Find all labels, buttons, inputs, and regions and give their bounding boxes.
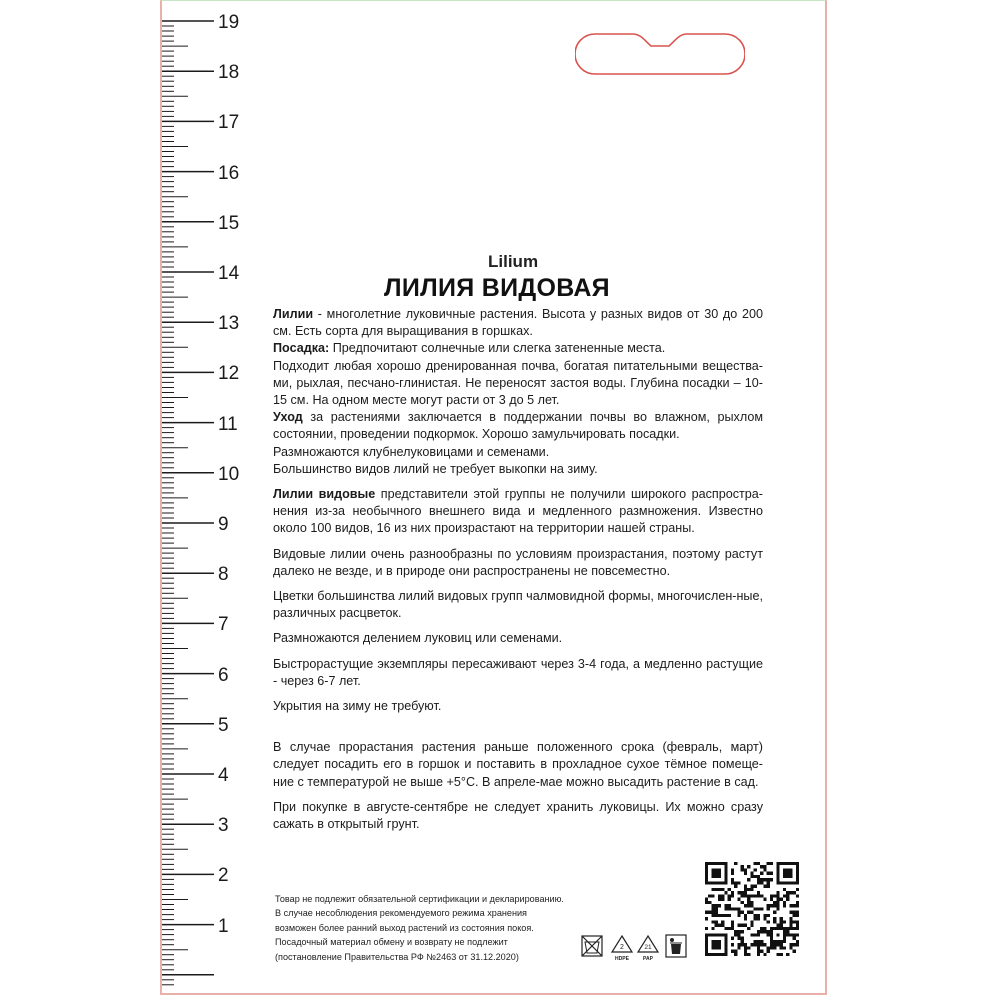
recycle-hdpe-icon [612, 936, 632, 962]
ruler-ticks [162, 1, 232, 996]
paragraph-flowers: Цветки большинства лилий видовых групп чалмовидной формы, многочислен-ные, различных расцветок. [273, 589, 763, 621]
paragraph-division: Размножаются делением луковиц или семенами. [273, 631, 563, 646]
no-wash-icon [582, 936, 602, 956]
qr-code-icon[interactable] [705, 862, 799, 956]
ruler-number: 7 [218, 614, 229, 636]
product-title: ЛИЛИЯ ВИДОВАЯ [384, 274, 610, 302]
ruler-number: 3 [218, 815, 229, 837]
packaging-icons [580, 932, 690, 962]
footer-line: возможен более ранний выход растений из состояния покоя. [275, 922, 534, 933]
svg-text:2: 2 [620, 944, 624, 951]
paragraph-transplant: Быстрорастущие экземпляры пересаживают через 3-4 года, а медленно растущие - через 6-7 лет. [273, 656, 763, 688]
measuring-ruler [162, 1, 240, 996]
ruler-number: 11 [218, 413, 238, 435]
hang-hole-icon [575, 29, 745, 79]
paragraph-winter: Большинство видов лилий не требует выкопки на зиму. [273, 461, 598, 476]
paragraph-conditions: Видовые лилии очень разнообразны по условиям произрастания, поэтому растут далеко не везде, и в природе они распространены не повсеместно. [273, 546, 763, 578]
ruler-number: 1 [218, 915, 229, 937]
paragraph-propagation: Размножаются клубнелуковицами и семенами. [273, 444, 550, 459]
recycle-pap-icon [638, 936, 658, 962]
ruler-number: 8 [218, 564, 229, 586]
ruler-number: 5 [218, 714, 229, 736]
svg-text:PAP: PAP [643, 956, 653, 962]
ruler-number: 10 [218, 463, 240, 485]
description-text [273, 306, 763, 833]
ruler-number: 13 [218, 313, 240, 335]
ruler-number: 19 [218, 12, 240, 33]
svg-text:21: 21 [644, 944, 652, 951]
ruler-number: 6 [218, 664, 229, 686]
paragraph-care: Уход за растениями заключается в поддержании почвы во влажном, рыхлом состоянии, проведении подкормок. Хорошо замульчировать посадки. [273, 410, 763, 442]
legal-footer [275, 892, 575, 964]
ruler-number: 17 [218, 112, 240, 134]
ruler-number: 4 [218, 765, 229, 786]
trash-bin-icon [666, 935, 686, 957]
paragraph-cover: Укрытия на зиму не требуют. [273, 699, 442, 714]
ruler-number: 18 [218, 62, 240, 84]
paragraph-planting: Посадка: Предпочитают солнечные или слегка затененные места. [273, 341, 666, 356]
paragraph-soil: Подходит любая хорошо дренированная почва, богатая питательными вещества-ми, рыхлая, песчано-глинистая. Не переносят застоя воды. Глубина посадки – 10-15 см. На одном месте могут расти от 3 до 5 лет. [273, 358, 763, 408]
paragraph-lilies: Лилии - многолетние луковичные растения. Высота у разных видов от 30 до 200 см. Есть сорта для выращивания в горшках. [273, 307, 763, 339]
footer-line: Товар не подлежит обязательной сертификации и декларированию. [275, 894, 564, 904]
paragraph-storage: При покупке в августе-сентябре не следует хранить луковицы. Их можно сразу сажать в открытый грунт. [273, 799, 763, 832]
latin-name: Lilium [488, 252, 539, 271]
ruler-number: 16 [218, 162, 240, 184]
paragraph-sprouting: В случае прорастания растения раньше положенного срока (февраль, март) следует посадить его в горшок и поставить в прохладное сухое тёмное помеще-ние с температурой не выше +5°С. В апреле-мае можно высадить растение в сад. [273, 740, 763, 789]
paragraph-species: Лилии видовые представители этой группы не получили широкого распростра-нения из-за необычного внешнего вида и медленного размножения. Известно около 100 видов, 16 из них произрастают на территории нашей страны. [273, 487, 763, 536]
svg-text:HDPE: HDPE [615, 956, 629, 962]
footer-line: (постановление Правительства РФ №2463 от 31.12.2020) [275, 951, 519, 962]
ruler-number: 12 [218, 363, 240, 385]
ruler-number: 14 [218, 263, 240, 284]
ruler-number: 2 [218, 865, 229, 887]
ruler-number: 15 [218, 212, 240, 234]
footer-line: В случае несоблюдения рекомендуемого режима хранения [275, 908, 527, 919]
footer-line: Посадочный материал обмену и возврату не подлежит [275, 937, 508, 948]
ruler-number: 9 [218, 514, 229, 535]
